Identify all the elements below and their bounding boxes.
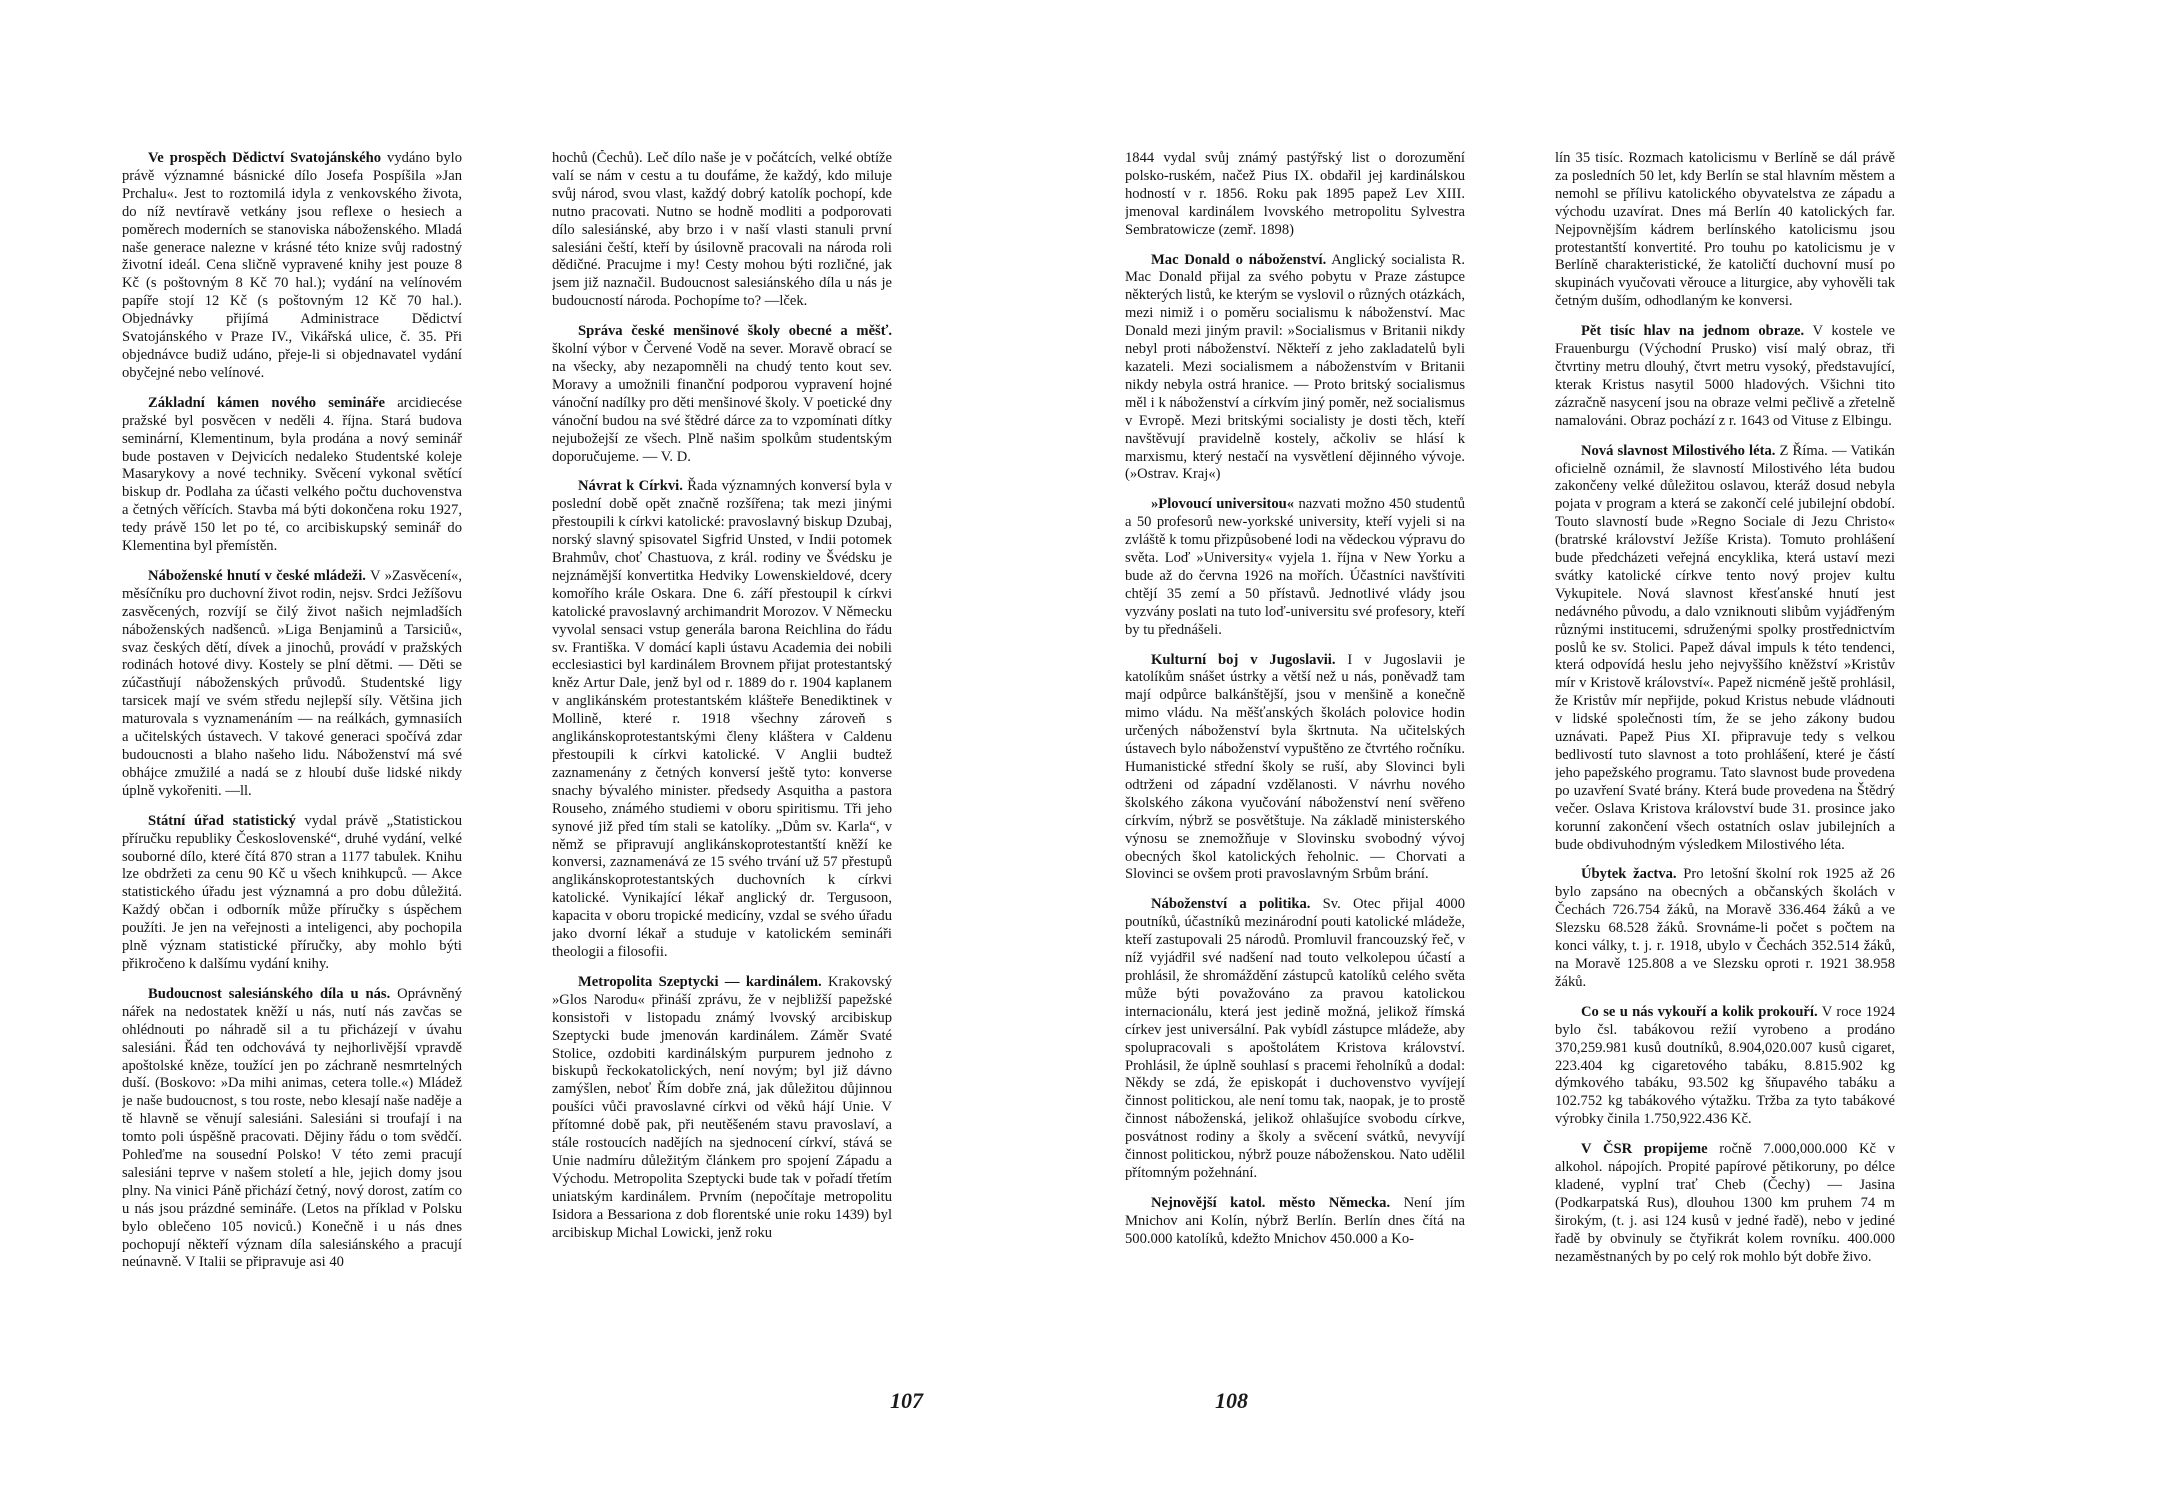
article-body: školní výbor v Červené Vodě na sever. Moravě obrací se na všecky, aby nezapomněli na chudý tento kout sev. Moravy a umožnili finanční podporou vypravení hojné vánoční nadílky pro děti menšinové školy. V poetické dny vánoční budou na své štědré dárce za to vzpomínati dítky nejubožejší ze všech. Plně našim spolkům studentským doporučujeme. — V. D. <box>552 341 892 465</box>
article-body: Sv. Otec přijal 4000 poutníků, účastníků mezinárodní pouti katolické mládeže, kteří zastupovali 25 národů. Promluvil francouzský řeč, v níž vyjádřil své nadšení nad touto velkolepou účastí a prohlásil, že shromáždění zástupců katolíků celého světa může býti považováno za pravou katolickou internacionálu, která jest jedině možná, jelikož římská církev jest universální. Pak vybídl zástupce mládeže, aby spolupracovali s apoštolátem Kristova království. Prohlásil, že úplně souhlasí s pracemi řeholníků a dodal: Někdy se zdá, že episkopát i duchovenstvo vyvíjejí činnost politickou, ale není tomu tak, naopak, je to prostě činnost náboženská, jelikož ohlašujíce svobodu církve, posvátnost rodiny a školy a svěcení svátků, nevyvíjí činnost politickou, nýbrž pouze náboženskou. Nato udělil přítomným požehnání. <box>1125 896 1465 1181</box>
article-paragraph <box>552 478 892 961</box>
article-paragraph <box>1555 866 1895 991</box>
article-heading: Pět tisíc hlav na jednom obraze. <box>1581 323 1805 340</box>
article-paragraph <box>1125 652 1465 885</box>
left-page-column-2 <box>552 150 892 1350</box>
article-body: V kostele ve Frauenburgu (Východní Prusko) visí malý obraz, tři čtvrtiny metru dlouhý, čtvrt metru vysoký, představující, kterak Kristus nasytil 5000 hladových. Všichni tito zázračně nasycení jsou na obraze velmi pečlivě a zřetelně namalováni. Obraz pochází z r. 1643 od Vituse z Elbingu. <box>1555 323 1895 429</box>
article-paragraph <box>1555 1141 1895 1266</box>
article-heading: Metropolita Szeptycki — kardinálem. <box>578 973 822 990</box>
article-paragraph <box>1555 1004 1895 1129</box>
right-page-column-2 <box>1555 150 1895 1350</box>
article-heading: Státní úřad statistický <box>148 812 296 829</box>
article-paragraph <box>1555 443 1895 855</box>
article-body: vydal právě „Statistickou příručku republiky Československé“, druhé vydání, velké souborné dílo, které čítá 870 stran a 1177 tabulek. Knihu lze obdržeti za cenu 90 Kč u všech knihkupců. — Akce statistického úřadu jest významná a pro dobu důležitá. Každý občan i odborník může příručky s úspěchem použíti. Je jen na veřejnosti a inteligenci, aby pochopila plně význam statistické příručky, aby mohlo býti přikročeno k dalšímu vydání knihy. <box>122 812 462 972</box>
article-body: Z Říma. — Vatikán oficielně oznámil, že slavností Milostivého léta budou zakončeny velké důležitou oslavou, kteráž dosud nebyla pojata v program a která se zakončí celé jubilejní období. Touto slavností bude »Regno Sociale di Jezu Christo« (bratrské království Ježíše Krista). Tomuto prohlášení bude předcházeti veřejná encyklika, která ustaví mezi svátky katolické církve tento nový projev kultu Vykupitele. Nová slavnost křesťanské hnutí jest nedávného původu, a dalo vzniknouti slibům vyjádřeným různými institucemi, sdruženými spolky prostřednictvím poslů ke sv. Stolici. Papež dával impuls k této tendenci, která odpovídá heslu jeho nejvyššího kněžství »Kristův mír v Kristově království«. Papež nicméně ještě prohlásil, že Kristův mír nepřijde, pokud Kristus nebude vládnouti v lidské společnosti tím, že se jeho zákony budou uznávati. Papež Pius XI. připravuje tedy s velkou bedlivostí tuto slavnost a toto prohlášení, které je částí jeho papežského programu. Tato slavnost bude provedena po uzavření Svaté brány. Která bude provedena na Štědrý večer. Oslava Kristova království bude 31. prosince jako korunní zakončení všech ostatních oslav jubilejních a bude obdivuhodným výsledkem Milostivého léta. <box>1555 442 1895 853</box>
right-page-column-1 <box>1125 150 1465 1350</box>
article-heading: Úbytek žactva. <box>1581 866 1677 883</box>
article-body: V roce 1924 bylo čsl. tabákovou režií vyrobeno a prodáno 370,259.981 kusů doutníků, 8.904,020.007 kusů cigaret, 223.404 kg cigaretového tabáku, 8.815.902 kg dýmkového tabáku, 93.502 kg šňupavého tabáku a 102.752 kg tabákového výtažku. Tržba za tyto tabákové výrobky činila 1.750,922.436 Kč. <box>1555 1003 1895 1128</box>
article-body: Řada významných konversí byla v poslední době opět značně rozšířena; tak mezi jinými přestoupili k církvi katolické: pravoslavný biskup Dzubaj, norský slavný spisovatel Sigfrid Unsted, v Indii potomek Brahmův, choť Chastuova, z král. rodiny ve Švédsku je nejznámější konvertitka Hedviky Lowenskieldové, dcery komořího krále Oskara. Dne 6. září přestoupil k církvi katolické pravoslavný archimandrit Morozov. V Německu vyvolal sensaci vstup generála barona Reichlina do řádu sv. Františka. V domácí kapli ústavu Academia dei nobili ecclesiastici byl kardinálem Brovnem přijat protestantský kněz Artur Dale, jenž byl od r. 1889 do r. 1904 kaplanem v anglikánském protestantském klášteře Benediktinek v Mollině, které r. 1918 všechny zároveň s anglikánskoprotestantskými členy kláštera v Caldenu přestoupili k církvi katolické. V Anglii budtež zaznamenány z četných konversí ještě tyto: konverse snachy bývalého minister. předsedy Asquitha a pastora Rouseho, známého studiemi v oboru spiritismu. Tři jeho synové již před tím stali se katolíky. „Dům sv. Karla“, v němž se připravují anglikánskoprotestantští kněží ke konversi, zaznamenává ze 15 svého trvání už 57 přestupů anglikánskoprotestantských duchovních k církvi katolické. Vynikající lékař anglický dr. Tergusoon, kapacita v oboru tropické medicíny, vzdal se svého úřadu jako dvorní lékař a studuje v katolickém semináři theologii a filosofii. <box>552 478 892 960</box>
article-paragraph <box>122 813 462 974</box>
article-heading: V ČSR propijeme <box>1581 1141 1708 1158</box>
article-heading: Co se u nás vykouří a kolik prokouří. <box>1581 1003 1818 1020</box>
article-heading: Náboženství a politika. <box>1151 896 1311 913</box>
right-page <box>1085 0 2170 1500</box>
article-paragraph <box>122 150 462 383</box>
article-paragraph <box>1555 323 1895 430</box>
article-body: Pro letošní školní rok 1925 až 26 bylo zapsáno na obecných a občanských školách v Čechách 726.754 žáků, na Moravě 336.464 žáků a ve Slezsku 68.528 žáků. Srovnáme-li počet s počtem na konci války, t. j. r. 1918, ubylo v Čechách 352.514 žáků, na Moravě 125.808 a ve Slezsku oproti r. 1921 38.958 žáků. <box>1555 866 1895 990</box>
page-number-left: 107 <box>890 1388 923 1413</box>
article-body: I v Jugoslavii je katolíkům snášet ústrky a větší než u nás, poněvadž tam mají odpůrce balkánštější, jsou v menšině a konečně mimo vládu. Na měšťanských školách polovice hodin určených náboženství byla škrtnuta. Na učitelských ústavech bylo náboženství vypuštěno ze čtvrtého ročníku. Humanistické střední školy se ruší, aby Slovinci byli odtrženi od západní vzdělanosti. V návrhu nového školského zákona vyučování náboženství není svěřeno církvím, nýbrž se posvětštuje. Na základě ministerského výnosu se znemožňuje v Slovinsku svobodný vývoj obecných škol katolických řeholnic. — Chorvati a Slovinci se ovšem proti pravoslavným Srbům brání. <box>1125 651 1465 883</box>
article-heading: Budoucnost salesiánského díla u nás. <box>148 985 391 1002</box>
article-body: vydáno bylo právě významné básnické dílo Josefa Pospíšila »Jan Prchalu«. Jest to roztomilá idyla z venkovského života, do níž nevtíravě vetkány jsou reflexe o hesiech a poměrech moderních se stanoviska náboženského. Mladá naše generace nalezne v krásné této knize svůj radostný životní ideál. Cena sličně vypravené knihy jest pouze 8 Kč (s poštovným 8 Kč 70 hal.); vydání na velínovém papíře stojí 12 Kč (s poštovným 12 Kč 70 hal.). Objednávky přijímá Administrace Dědictví Svatojánského v Praze IV., Vikářská ulice, č. 35. Při objednávce budiž udáno, přeje-li si objednavatel vydání obyčejné nebo velínové. <box>122 150 462 381</box>
article-heading: Základní kámen nového semináře <box>148 394 385 411</box>
article-paragraph <box>122 395 462 556</box>
article-paragraph <box>122 568 462 801</box>
article-heading: Návrat k Církvi. <box>578 478 683 495</box>
article-paragraph <box>122 986 462 1273</box>
article-body: Krakovský »Glos Narodu« přináší zprávu, že v nejbližší papežské konsistoři v listopadu známý lvovský arcibiskup Szeptycki bude jmenován kardinálem. Záměr Svaté Stolice, ozdobiti kardinálským purpurem jednoho z biskupů řeckokatolických, není novým; byl již dávno zamýšlen, neboť Řím dobře zná, jak důležitou důjinnou poušíci vůči pravoslavné církvi od věků hájí Unie. V přítomné době pak, při neutěšeném stavu pravoslaví, a stále rostoucích nadějích na sjednocení církví, stává se Unie nadmíru důležitým článkem pro spojení Západu a Východu. Metropolita Szeptycki bude tak v pořadí třetím uniatským kardinálem. Prvním (nepočítaje metropolitu Isidora a Bessariona z dob florentské unie roku 1439) byl arcibiskup Michal Lowicki, jenž roku <box>552 973 892 1241</box>
page-number-right: 108 <box>1215 1388 1248 1413</box>
article-body: Anglický socialista R. Mac Donald přijal za svého pobytu v Praze zástupce některých listů, ke kterým se vyslovil o různých otázkách, mezi nimiž i o poměru socialismu k náboženství. Mac Donald mezi jiným pravil: »Socialismus v Britanii nikdy nebyl proti náboženství. Někteří z jeho zakladatelů byli kazateli. Mezi socialismem a náboženstvím v Britanii nikdy nebyla ostrá hranice. — Proto britský socialismus měl i k náboženství a církvím jiný poměr, než socialismus v Evropě. Mezi britskými socialisty je dosti těch, kteří navštěvují pravidelně kostely, ačkoliv se hlásí k marxismu, který nestačí na vysvětlení dějinného vývoje. (»Ostrav. Kraj«) <box>1125 251 1465 483</box>
article-heading: Nejnovější katol. město Německa. <box>1151 1194 1391 1211</box>
article-body: Oprávněný nářek na nedostatek kněží u nás, nutí nás zavčas se ohlédnouti po náhradě sil a tu přicházejí v úvahu salesiáni. Řád ten odchovává ty nejhorlivější vpravdě apoštolské kněze, toužící jen po záchraně nesmrtelných duší. (Boskovo: »Da mihi animas, cetera tolle.«) Mládež je naše budoucnost, s tou roste, nebo klesají naše naděje a tě hlavně se věnují salesiáni. Salesiáni si troufají i na tomto poli úspěšně pracovati. Dějiny řádu o tom svědčí. Pohleďme na sousední Polsko! V této zemi pracují salesiáni teprve v našem století a hle, jejich domy jsou plny. Na vinici Páně přichází četný, nový dorost, zatím co u nás jsou prázdné semináře. (Letos na příklad v Polsku bylo oblečeno 105 noviců.) Konečně i u nás dnes pochopují někteří význam díla salesiánského a pracují neúnavně. V Italii se připravuje asi 40 <box>122 985 462 1271</box>
article-heading: »Plovoucí universitou« <box>1151 496 1295 513</box>
article-body: nazvati možno 450 studentů a 50 profesorů new-yorkské university, kteří vyjeli si na zvláště k tomu přizpůsobené lodi na vědeckou výpravu do světa. Loď »University« vyjela 1. října v New Yorku a bude až do června 1926 na mořích. Účastníci navštíviti chtějí 35 zemí a 50 přístavů. Jednotlivé vlády jsou vyzvány poslati na tuto loď-universitu své profesory, kteří by tu přednášeli. <box>1125 496 1465 638</box>
article-paragraph <box>552 974 892 1243</box>
article-heading: Nová slavnost Milostivého léta. <box>1581 442 1776 459</box>
article-paragraph <box>1125 496 1465 639</box>
article-body: 1844 vydal svůj známý pastýřský list o dorozumění polsko-ruském, načež Pius IX. obdařil jej kardinálskou hodností v r. 1856. Roku pak 1895 papež Lev XIII. jmenoval kardinálem lvovského metropolitu Sylvestra Sembratowicze (zemř. 1898) <box>1125 150 1465 238</box>
article-heading: Náboženské hnutí v české mládeži. <box>148 567 366 584</box>
article-paragraph <box>1125 150 1465 240</box>
article-heading: Ve prospěch Dědictví Svatojánského <box>148 150 381 166</box>
left-page-column-1 <box>122 150 462 1350</box>
article-paragraph <box>552 150 892 311</box>
article-heading: Správa české menšinové školy obecné a měšť. <box>578 323 892 340</box>
article-body: lín 35 tisíc. Rozmach katolicismu v Berlíně se dál právě za posledních 50 let, kdy Berlín se stal hlavním městem a nemohl se přílivu katolického obyvatelstva ze západu a východu uzavírat. Dnes má Berlín 40 katolických far. Nejpovnějším kádrem berlínského katolicismu jsou protestantští konvertité. Pro touhu po katolicismu je v Berlíně charakteristické, že katoličtí duchovní musí po skupinách vyučovati věrouce a liturgice, aby vyhověli tak četným duším, odhodlaným ke konversi. <box>1555 150 1895 310</box>
article-body: ročně 7.000,000.000 Kč v alkohol. nápojích. Propité papírové pětikoruny, po délce kladené, vyplní trať Cheb (Čechy) — Jasina (Podkarpatská Rus), dlouhou 1300 km pruhem 74 m širokým, (t. j. asi 124 kusů v jedné řadě), nebo v jediné řadě by obvinuly se čtyřikrát kolem rovníku. 400.000 nezaměstnaných by po celý rok mohlo být dobře živo. <box>1555 1141 1895 1265</box>
article-body: arcidiecése pražské byl posvěcen v neděli 4. října. Stará budova seminární, Klementinum, byla prodána a nový seminář bude postaven v Dejvicích nedaleko Studentské koleje Masarykovy a nové techniky. Svěcení vykonal světící biskup dr. Podlaha za účasti velkého počtu duchovenstva a četných věřících. Stavba má býti dokončena roku 1927, tedy právě 150 let po té, co arcibiskupský seminář do Klementina byl přemístěn. <box>122 394 462 555</box>
article-paragraph <box>1555 150 1895 311</box>
article-body: Není jím Mnichov ani Kolín, nýbrž Berlín. Berlín dnes čítá na 500.000 katolíků, kdežto Mnichov 450.000 a Ko- <box>1125 1194 1465 1247</box>
article-paragraph <box>552 323 892 466</box>
article-paragraph <box>1125 896 1465 1183</box>
article-paragraph <box>1125 1195 1465 1249</box>
article-body: hochů (Čechů). Leč dílo naše je v počátcích, velké obtíže valí se nám v cestu a tu doufáme, že každý, kdo miluje svůj národ, svou vlast, každý dobrý katolík pochopí, kde nutno pracovati. Nutno se hodně modliti a podporovati dílo salesiánské, aby brzo i v naší vlasti stanuli první salesiáni čeští, kteří by úsilovně pracovali na národa roli dědičné. Pracujme i my! Cesty mohou býti rozličné, jak jsem již naznačil. Budoucnost salesiánského díla u nás je budoucností národa. Pochopíme to? —lček. <box>552 150 892 310</box>
article-body: V »Zasvěcení«, měsíčníku pro duchovní život rodin, nejsv. Srdci Ježíšovu zasvěcených, rozvíjí se čilý život našich nejmladších náboženských nadšenců. »Liga Benjaminů a Tarsiciů«, svaz českých dětí, dívek a jinochů, provádí v pražských rodinách hotové divy. Kostely se plní dětmi. — Děti se zúčastňují náboženských průvodů. Studentské ligy tarsicek mají ve svém středu nejlepší síly. Většina jich maturovala s vyznamenáním — na reálkách, gymnasiích a učitelských ústavech. V takové generaci spočívá zdar budoucnosti a blaho našeho lidu. Náboženství má své obhájce zmužilé a nadá se z hloubí duše lidské nikdy úplně vykořeniti. —ll. <box>122 567 462 799</box>
article-heading: Kulturní boj v Jugoslavii. <box>1151 651 1336 668</box>
article-paragraph <box>1125 252 1465 485</box>
article-heading: Mac Donald o náboženství. <box>1151 251 1327 268</box>
